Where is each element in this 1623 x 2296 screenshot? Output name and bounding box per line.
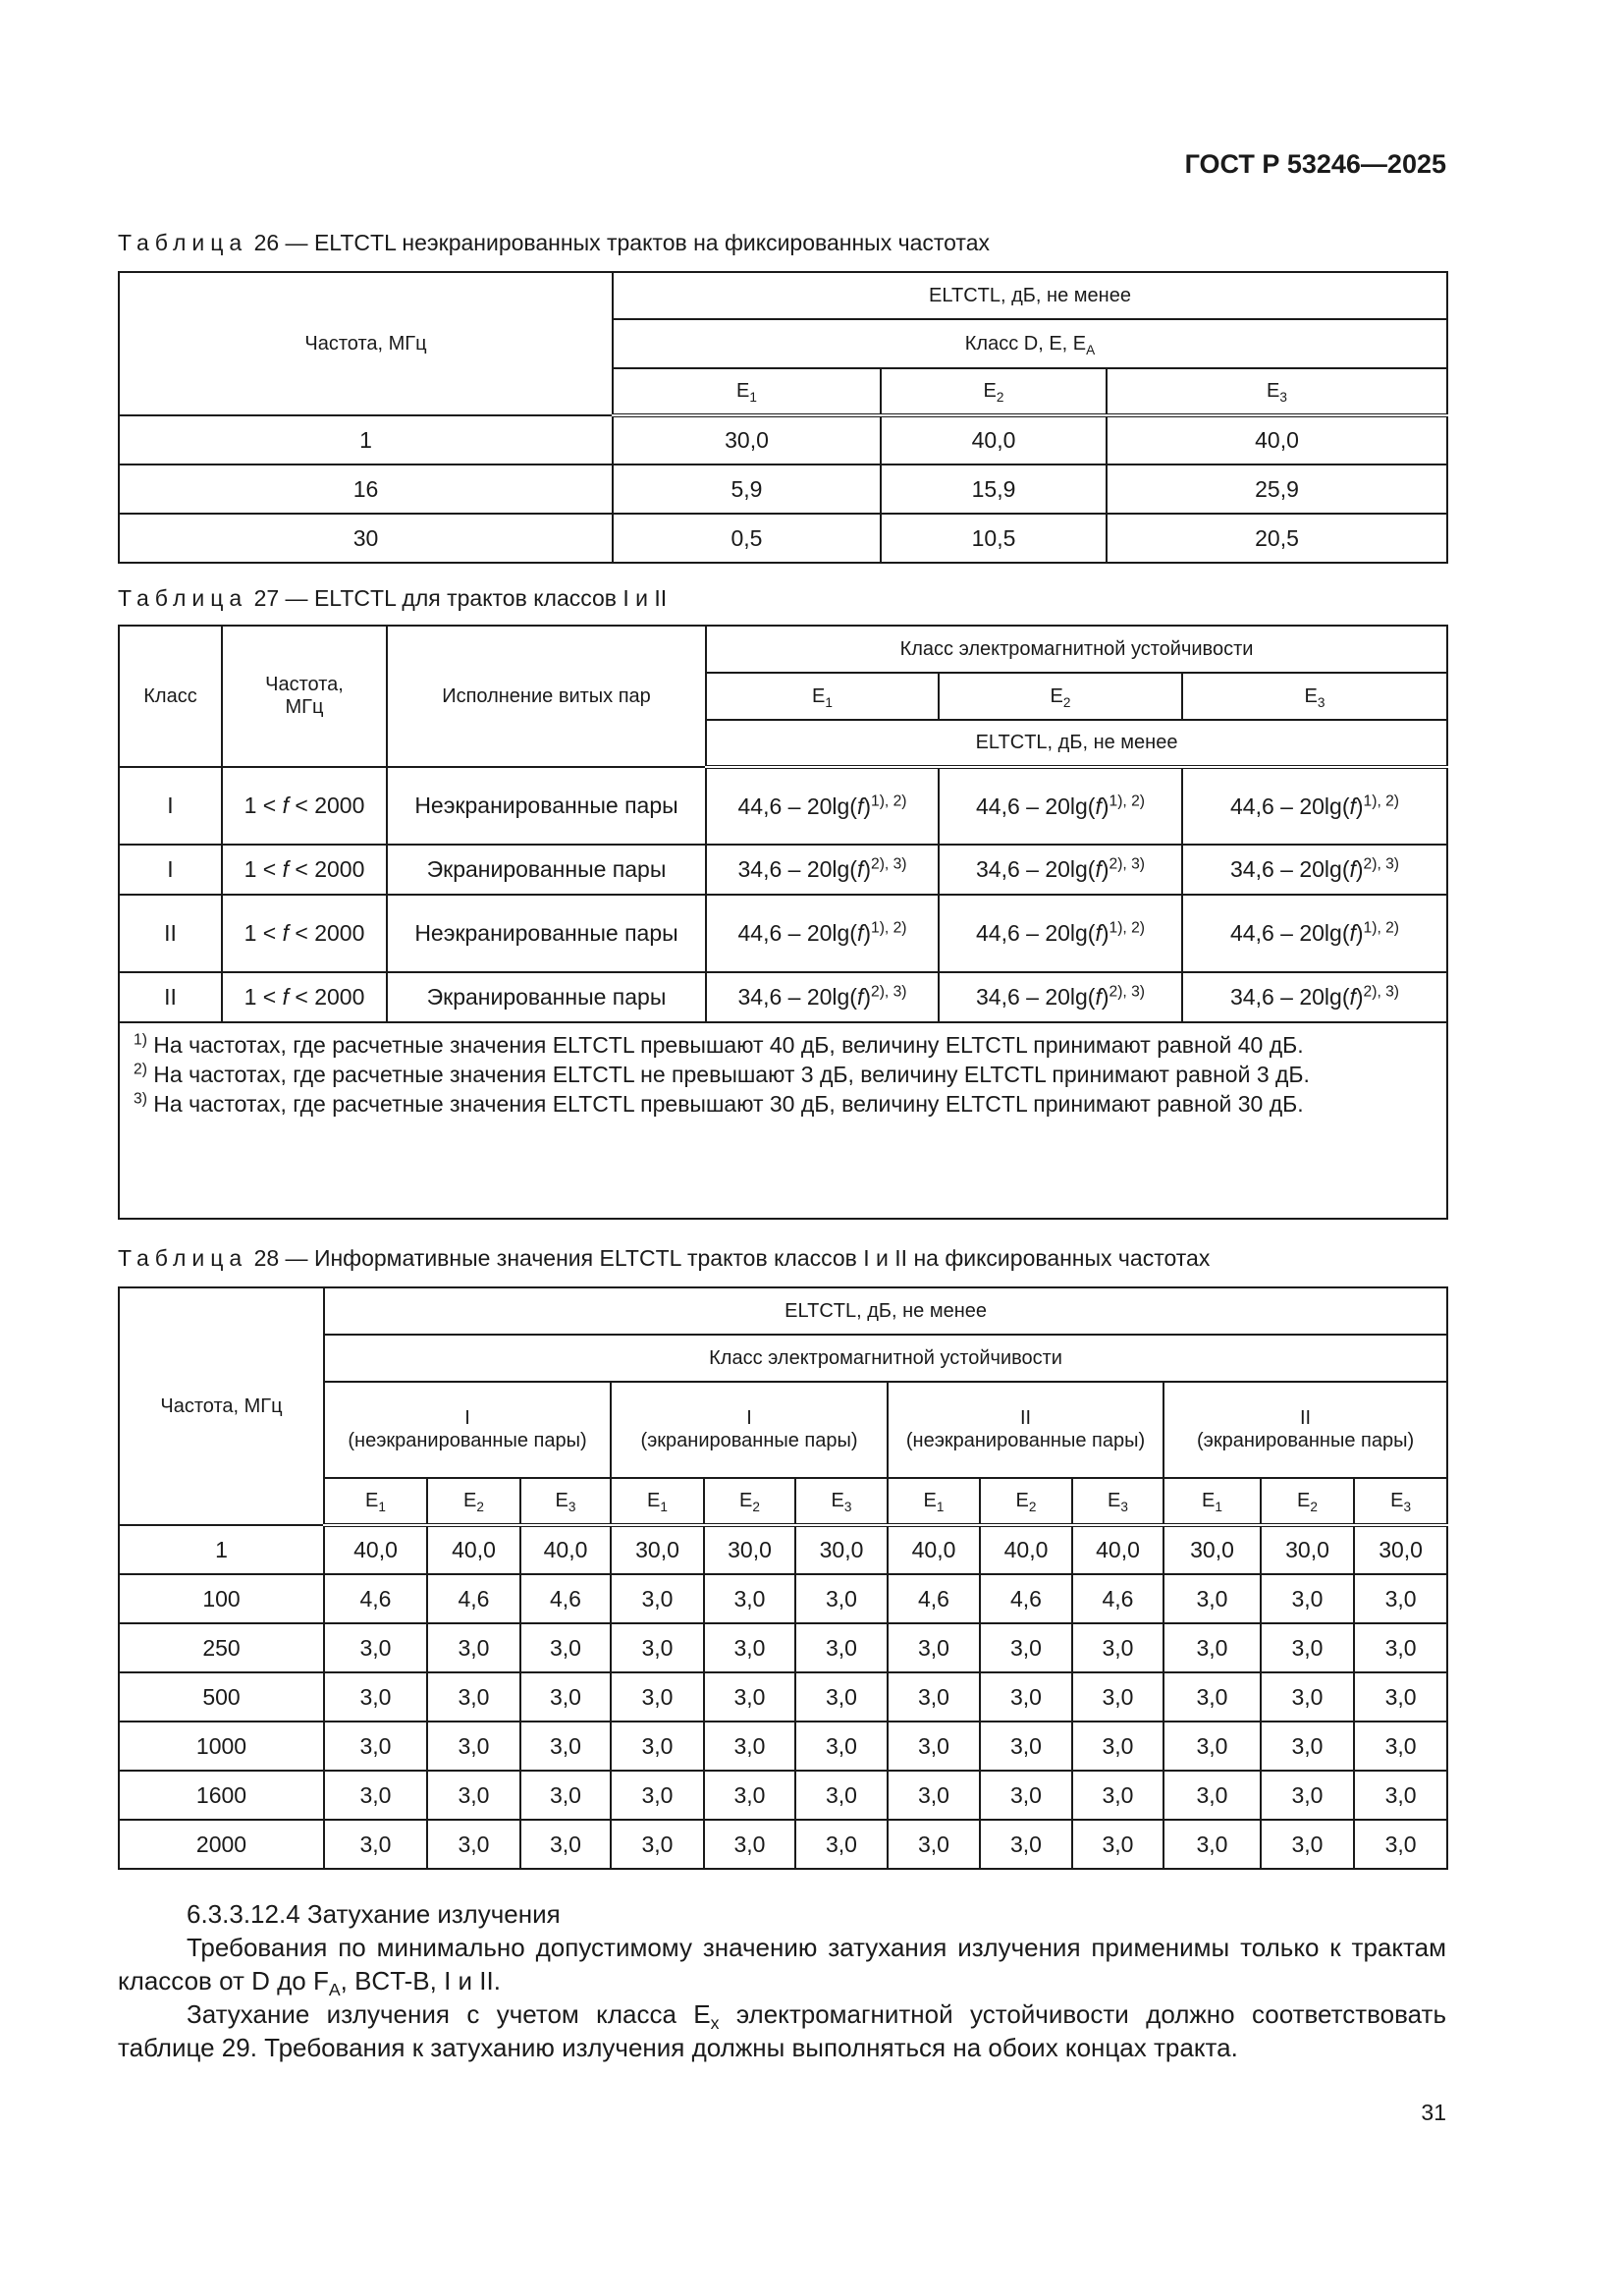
table-cell: 3,0 [611,1771,704,1820]
table-row [119,415,1447,465]
header-frequency: Частота, МГц [119,272,613,415]
table-row [119,1574,1447,1623]
table-cell: 3,0 [1072,1820,1163,1869]
table-cell: 3,0 [980,1672,1072,1722]
header-emc-class: Класс электромагнитной устойчивости [706,626,1447,673]
table-cell: 500 [119,1672,324,1722]
formula-cell: $44,6 - 20\lg(f)^{1), 2)}$ [939,895,1182,972]
table-cell: 3,0 [1072,1771,1163,1820]
header-e2: $E_2$ [704,1478,795,1525]
pair-type-cell: Неэкранированные пары [387,895,706,972]
table-cell: 10,5 [881,514,1107,563]
table-cell: 3,0 [888,1623,980,1672]
table-cell: 3,0 [611,1820,704,1869]
header-e3: $E_3$ [795,1478,888,1525]
table-cell: 3,0 [980,1623,1072,1672]
table-cell: 3,0 [427,1820,520,1869]
table-cell: 3,0 [1261,1722,1354,1771]
table-cell: 4,6 [1072,1574,1163,1623]
formula-cell: $44,6 - 20\lg(f)^{1), 2)}$ [1182,767,1447,845]
table-cell: 40,0 [427,1525,520,1574]
class-cell: I [119,767,222,845]
header-e3: $E_3$ [520,1478,611,1525]
paragraph-2: Затухание излучения с учетом класса $E_x$ электромагнитной устойчивости должно соответствовать таблице 29. Требования к затуханию излучения должны выполняться на обоих концах тракта. [118,1999,1446,2062]
formula-cell: $44,6 - 20\lg(f)^{1), 2)}$ [706,767,939,845]
table-cell: 3,0 [795,1771,888,1820]
section-heading: 6.3.3.12.4 Затухание излучения [187,1899,561,1929]
pair-type-cell: Экранированные пары [387,845,706,895]
table-cell: 20,5 [1107,514,1447,563]
frequency-cell: 1 < f < 2000 [222,845,387,895]
paragraph-1: Требования по минимально допустимому значению затухания излучения применимы только к трактам классов от D до $F_A$, BCT-B, I и II. [118,1933,1446,2000]
table-cell: 4,6 [888,1574,980,1623]
table-cell: 3,0 [980,1771,1072,1820]
table-cell: 100 [119,1574,324,1623]
table-cell: 3,0 [324,1672,427,1722]
table-cell: 3,0 [1163,1672,1261,1722]
table-cell: 3,0 [795,1672,888,1722]
table-cell: 3,0 [1163,1574,1261,1623]
table-row [119,1672,1447,1722]
table-cell: 2000 [119,1820,324,1869]
header-group: I (экранированные пары) [611,1382,888,1478]
table-cell: 30 [119,514,613,563]
table-cell: 3,0 [704,1672,795,1722]
class-cell: II [119,895,222,972]
frequency-cell: 1 < f < 2000 [222,972,387,1022]
table-cell: 3,0 [1163,1820,1261,1869]
table-cell: 30,0 [1354,1525,1447,1574]
header-frequency: Частота, МГц [222,626,387,767]
header-class: Класс D, E, $E_A$ [613,319,1447,368]
table-cell: 4,6 [980,1574,1072,1623]
table-cell: 3,0 [1354,1574,1447,1623]
formula-cell: $34,6 - 20\lg(f)^{2), 3)}$ [1182,845,1447,895]
table-row [119,1623,1447,1672]
table-cell: 3,0 [611,1722,704,1771]
table-cell: 16 [119,465,613,514]
table-cell: 1 [119,1525,324,1574]
table-cell: 3,0 [324,1820,427,1869]
header-e1: $E_1$ [1163,1478,1261,1525]
table-row [119,767,1447,845]
table-cell: 3,0 [520,1722,611,1771]
header-group: I (неэкранированные пары) [324,1382,611,1478]
header-e2: $E_2$ [980,1478,1072,1525]
header-frequency: Частота, МГц [119,1287,324,1525]
table-26-caption: Таблица 26 — ELTCTL неэкранированных трактов на фиксированных частотах [118,230,990,255]
table-cell: 3,0 [520,1623,611,1672]
table-cell: 3,0 [1354,1672,1447,1722]
frequency-cell: 1 < f < 2000 [222,767,387,845]
header-eltctl: ELTCTL, дБ, не менее [706,720,1447,767]
table-cell: 3,0 [704,1771,795,1820]
table-cell: 40,0 [520,1525,611,1574]
table-cell: 3,0 [888,1771,980,1820]
table-cell: 40,0 [888,1525,980,1574]
table-cell: 3,0 [1261,1574,1354,1623]
table-cell: 3,0 [795,1722,888,1771]
table-cell: 4,6 [427,1574,520,1623]
footnote: $^{3)}$ На частотах, где расчетные значения ELTCTL превышают 30 дБ, величину ELTCTL принимают равной 30 дБ. [134,1090,1304,1117]
header-group: II (экранированные пары) [1163,1382,1447,1478]
formula-cell: $34,6 - 20\lg(f)^{2), 3)}$ [939,972,1182,1022]
table-cell: 40,0 [980,1525,1072,1574]
table-cell: 3,0 [704,1820,795,1869]
table-cell: 3,0 [888,1820,980,1869]
table-row [119,895,1447,972]
table-cell: 5,9 [613,465,881,514]
formula-cell: $44,6 - 20\lg(f)^{1), 2)}$ [706,895,939,972]
table-28 [118,1286,1448,1870]
header-group: II (неэкранированные пары) [888,1382,1163,1478]
formula-cell: $34,6 - 20\lg(f)^{2), 3)}$ [706,845,939,895]
table-cell: 40,0 [324,1525,427,1574]
table-row [119,972,1447,1022]
header-e2: $E_2$ [881,368,1107,415]
table-cell: 3,0 [1163,1771,1261,1820]
table-cell: 3,0 [704,1574,795,1623]
table-cell: 3,0 [795,1574,888,1623]
table-cell: 3,0 [520,1672,611,1722]
table-cell: 3,0 [795,1820,888,1869]
table-cell: 3,0 [611,1672,704,1722]
table-cell: 3,0 [1261,1623,1354,1672]
table-cell: 3,0 [888,1722,980,1771]
pair-type-cell: Экранированные пары [387,972,706,1022]
footnote: $^{1)}$ На частотах, где расчетные значения ELTCTL превышают 40 дБ, величину ELTCTL принимают равной 40 дБ. [134,1031,1304,1058]
table-cell: 30,0 [704,1525,795,1574]
class-cell: II [119,972,222,1022]
header-e3: $E_3$ [1354,1478,1447,1525]
table-row [119,1722,1447,1771]
table-cell: 3,0 [1354,1771,1447,1820]
table-cell: 3,0 [427,1771,520,1820]
table-cell: 3,0 [611,1574,704,1623]
formula-cell: $34,6 - 20\lg(f)^{2), 3)}$ [1182,972,1447,1022]
table-cell: 0,5 [613,514,881,563]
header-eltctl: ELTCTL, дБ, не менее [324,1287,1447,1335]
table-cell: 30,0 [611,1525,704,1574]
table-cell: 3,0 [324,1722,427,1771]
table-row [119,1771,1447,1820]
header-eltctl: ELTCTL, дБ, не менее [613,272,1447,319]
header-e1: $E_1$ [706,673,939,720]
formula-cell: $44,6 - 20\lg(f)^{1), 2)}$ [939,767,1182,845]
header-class: Класс [119,626,222,767]
header-e2: $E_2$ [427,1478,520,1525]
table-cell: 30,0 [613,415,881,465]
table-cell: 1000 [119,1722,324,1771]
table-cell: 3,0 [704,1623,795,1672]
header-e3: $E_3$ [1072,1478,1163,1525]
table-cell: 3,0 [427,1623,520,1672]
class-cell: I [119,845,222,895]
header-e1: $E_1$ [324,1478,427,1525]
table-cell: 3,0 [1261,1771,1354,1820]
table-cell: 3,0 [1354,1722,1447,1771]
header-e1: $E_1$ [888,1478,980,1525]
header-e1: $E_1$ [611,1478,704,1525]
table-cell: 40,0 [1107,415,1447,465]
table-cell: 3,0 [611,1623,704,1672]
table-cell: 3,0 [704,1722,795,1771]
table-row [119,514,1447,563]
table-cell: 1 [119,415,613,465]
header-e1: $E_1$ [613,368,881,415]
table-28-caption: Таблица 28 — Информативные значения ELTCTL трактов классов I и II на фиксированных частотах [118,1245,1211,1271]
table-27-caption: Таблица 27 — ELTCTL для трактов классов I и II [118,585,668,611]
table-cell: 25,9 [1107,465,1447,514]
header-pair-type: Исполнение витых пар [387,626,706,767]
table-cell: 3,0 [980,1820,1072,1869]
header-emc-class: Класс электромагнитной устойчивости [324,1335,1447,1382]
header-e3: $E_3$ [1182,673,1447,720]
table-cell: 3,0 [520,1820,611,1869]
table-27 [118,625,1448,1220]
table-cell: 3,0 [1261,1672,1354,1722]
table-cell: 40,0 [881,415,1107,465]
table-cell: 3,0 [520,1771,611,1820]
table-26 [118,271,1448,564]
page-number: 31 [1421,2100,1446,2125]
table-cell: 3,0 [1354,1623,1447,1672]
table-27-footnotes [119,1022,1447,1219]
header-e2: $E_2$ [939,673,1182,720]
table-cell: 3,0 [427,1722,520,1771]
frequency-cell: 1 < f < 2000 [222,895,387,972]
table-cell: 30,0 [795,1525,888,1574]
table-cell: 3,0 [324,1623,427,1672]
formula-cell: $44,6 - 20\lg(f)^{1), 2)}$ [1182,895,1447,972]
table-row [119,1820,1447,1869]
table-cell: 40,0 [1072,1525,1163,1574]
formula-cell: $34,6 - 20\lg(f)^{2), 3)}$ [939,845,1182,895]
table-cell: 250 [119,1623,324,1672]
header-e2: $E_2$ [1261,1478,1354,1525]
pair-type-cell: Неэкранированные пары [387,767,706,845]
table-cell: 30,0 [1163,1525,1261,1574]
formula-cell: $34,6 - 20\lg(f)^{2), 3)}$ [706,972,939,1022]
table-cell: 3,0 [1072,1623,1163,1672]
table-cell: 3,0 [1261,1820,1354,1869]
table-cell: 3,0 [795,1623,888,1672]
table-cell: 15,9 [881,465,1107,514]
table-cell: 3,0 [1072,1672,1163,1722]
table-cell: 4,6 [520,1574,611,1623]
table-cell: 3,0 [1163,1722,1261,1771]
document-code: ГОСТ Р 53246—2025 [1184,149,1446,179]
table-cell: 3,0 [324,1771,427,1820]
header-e3: $E_3$ [1107,368,1447,415]
table-cell: 30,0 [1261,1525,1354,1574]
footnote: $^{2)}$ На частотах, где расчетные значения ELTCTL не превышают 3 дБ, величину ELTCTL принимают равной 3 дБ. [134,1061,1310,1087]
table-cell: 3,0 [888,1672,980,1722]
table-cell: 3,0 [1163,1623,1261,1672]
table-row [119,845,1447,895]
table-cell: 3,0 [980,1722,1072,1771]
table-row [119,1525,1447,1574]
table-cell: 1600 [119,1771,324,1820]
table-cell: 3,0 [1354,1820,1447,1869]
table-cell: 3,0 [1072,1722,1163,1771]
table-cell: 3,0 [427,1672,520,1722]
table-row [119,465,1447,514]
table-cell: 4,6 [324,1574,427,1623]
